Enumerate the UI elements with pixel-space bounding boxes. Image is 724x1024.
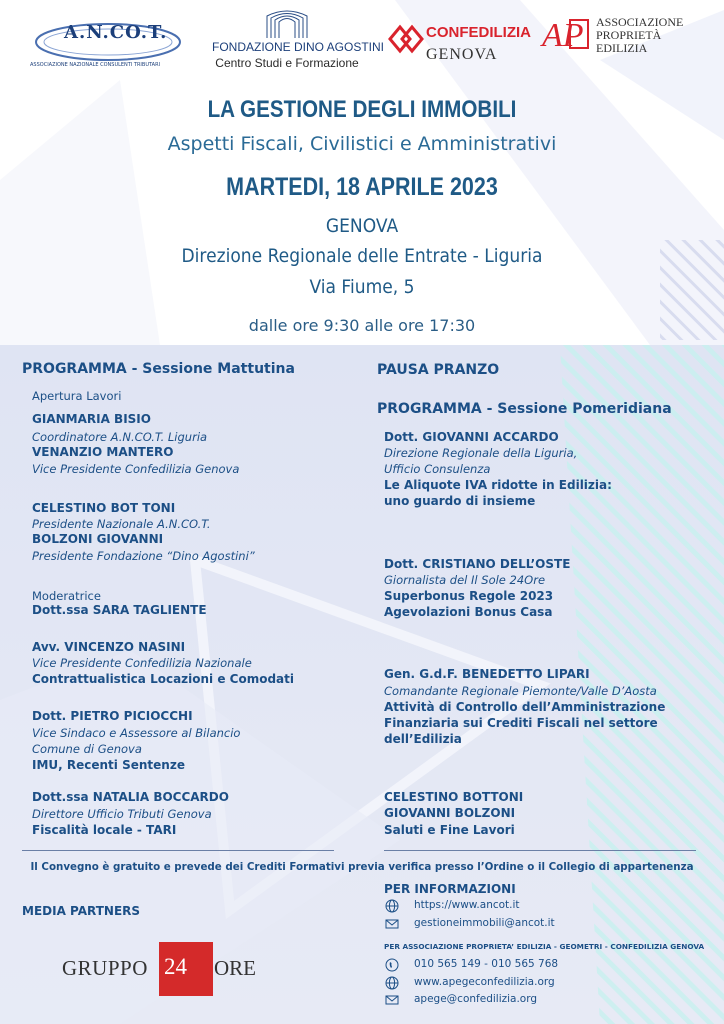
lunch-break: PAUSA PRANZO xyxy=(377,362,500,378)
speaker-name: Avv. VINCENZO NASINI xyxy=(32,640,186,654)
phone-icon xyxy=(385,958,399,972)
speaker-name: Dott. PIETRO PICIOCCHI xyxy=(32,709,193,723)
confedilizia-emblem-icon xyxy=(386,22,426,56)
event-city: GENOVA xyxy=(325,215,399,237)
talk-topic: Contrattualistica Locazioni e Comodati xyxy=(32,672,294,686)
talk-topic: Fiscalità locale - TARI xyxy=(32,823,177,837)
speaker-name: CELESTINO BOT TONI xyxy=(32,501,176,515)
event-subtitle: Aspetti Fiscali, Civilistici e Amministrativi xyxy=(167,133,557,155)
media-partners-label: MEDIA PARTNERS xyxy=(22,904,141,918)
closing-text: Saluti e Fine Lavori xyxy=(384,823,515,837)
speaker-role: Comune di Genova xyxy=(32,742,142,756)
globe-icon xyxy=(385,899,399,913)
talk-topic: uno guardo di insieme xyxy=(384,494,536,508)
ape-line3: EDILIZIA xyxy=(596,41,648,55)
association-line: PER ASSOCIAZIONE PROPRIETA’ EDILIZIA - GEOMETRI - CONFEDILIZIA GENOVA xyxy=(384,942,705,951)
confedilizia-logo xyxy=(386,14,531,69)
talk-topic: Superbonus Regole 2023 xyxy=(384,589,554,603)
event-address: Via Fiume, 5 xyxy=(309,276,415,298)
fondazione-logo xyxy=(212,8,385,73)
speaker-role: Vice Presidente Confedilizia Nazionale xyxy=(32,656,252,670)
speaker-name: Dott.ssa NATALIA BOCCARDO xyxy=(32,790,229,804)
moderator-name: Dott.ssa SARA TAGLIENTE xyxy=(32,603,207,617)
talk-topic: Agevolazioni Bonus Casa xyxy=(384,605,553,619)
talk-topic: Finanziaria sui Crediti Fiscali nel settore xyxy=(384,716,658,730)
ape-line1: ASSOCIAZIONE xyxy=(596,15,684,29)
speaker-role: Direttore Ufficio Tributi Genova xyxy=(32,807,212,821)
ancot-subtitle: ASSOCIAZIONE NAZIONALE CONSULENTI TRIBUTARI xyxy=(30,62,161,68)
envelope-icon xyxy=(385,993,399,1007)
speaker-name: Dott. CRISTIANO DELL’OSTE xyxy=(384,557,571,571)
svg-text:AP: AP xyxy=(542,17,584,54)
speaker-role: Comandante Regionale Piemonte/Valle D’Aosta xyxy=(384,684,657,698)
gruppo-number: 24 xyxy=(164,954,187,979)
event-date: MARTEDI, 18 APRILE 2023 xyxy=(226,173,498,201)
afternoon-heading: PROGRAMMA - Sessione Pomeridiana xyxy=(377,401,672,417)
moderator-label: Moderatrice xyxy=(32,589,101,603)
gruppo24ore-logo xyxy=(62,942,262,996)
speaker-role: Vice Sindaco e Assessore al Bilancio xyxy=(32,726,241,740)
ore-text: ORE xyxy=(214,956,256,980)
talk-topic: IMU, Recenti Sentenze xyxy=(32,758,185,772)
speaker-name: Dott. GIOVANNI ACCARDO xyxy=(384,430,559,444)
speaker-role: Presidente Fondazione “Dino Agostini” xyxy=(32,549,255,563)
fondazione-name: FONDAZIONE DINO AGOSTINI xyxy=(212,40,385,54)
closing-speaker-name: GIOVANNI BOLZONI xyxy=(384,806,516,820)
divider-left xyxy=(22,850,334,851)
fondazione-tagline: Centro Studi e Formazione xyxy=(215,56,359,70)
apege-website-link[interactable]: www.apegeconfedilizia.org xyxy=(414,976,555,988)
ancot-logo xyxy=(28,18,188,73)
talk-topic: Le Aliquote IVA ridotte in Edilizia: xyxy=(384,478,612,492)
speaker-role: Coordinatore A.N.CO.T. Liguria xyxy=(32,430,208,444)
opening-label: Apertura Lavori xyxy=(32,389,122,403)
speaker-name: Gen. G.d.F. BENEDETTO LIPARI xyxy=(384,667,590,681)
ancot-email-link[interactable]: gestioneimmobili@ancot.it xyxy=(414,917,555,929)
ape-emblem-icon xyxy=(540,14,592,54)
closing-speaker-name: CELESTINO BOTTONI xyxy=(384,790,524,804)
fondazione-emblem-icon xyxy=(212,8,362,40)
morning-heading: PROGRAMMA - Sessione Mattutina xyxy=(22,361,295,377)
talk-topic: Attività di Controllo dell’Amministrazione xyxy=(384,700,666,714)
ancot-website-link[interactable]: https://www.ancot.it xyxy=(414,899,520,911)
speaker-role: Presidente Nazionale A.N.CO.T. xyxy=(32,517,211,531)
event-title: LA GESTIONE DEGLI IMMOBILI xyxy=(207,96,517,123)
speaker-name: VENANZIO MANTERO xyxy=(32,445,174,459)
ape-logo xyxy=(540,14,710,64)
event-venue: Direzione Regionale delle Entrate - Liguria xyxy=(181,245,543,267)
confedilizia-city: GENOVA xyxy=(426,46,498,63)
speaker-role: Giornalista del Il Sole 24Ore xyxy=(384,573,546,587)
divider-right xyxy=(384,850,696,851)
phone-numbers: 010 565 149 - 010 565 768 xyxy=(414,958,559,970)
talk-topic: dell’Edilizia xyxy=(384,732,462,746)
speaker-role: Ufficio Consulenza xyxy=(384,462,491,476)
speaker-name: GIANMARIA BISIO xyxy=(32,412,151,426)
info-heading: PER INFORMAZIONI xyxy=(384,882,516,896)
globe-icon xyxy=(385,976,399,990)
ape-text xyxy=(596,16,683,55)
credits-note: Il Convegno è gratuito e prevede dei Crediti Formativi previa verifica presso l’Ordine o il Collegio di appartenenza xyxy=(30,861,694,873)
confedilizia-name: CONFEDILIZIA xyxy=(426,24,531,41)
speaker-name: BOLZONI GIOVANNI xyxy=(32,532,164,546)
event-hours: dalle ore 9:30 alle ore 17:30 xyxy=(248,316,476,335)
gruppo-text: GRUPPO xyxy=(62,956,148,980)
speaker-role: Vice Presidente Confedilizia Genova xyxy=(32,462,240,476)
speaker-role: Direzione Regionale della Liguria, xyxy=(384,446,578,460)
ape-line2: PROPRIETÀ xyxy=(596,28,662,42)
envelope-icon xyxy=(385,917,399,931)
ancot-name: A.N.CO.T. xyxy=(64,22,168,43)
apege-email-link[interactable]: apege@confedilizia.org xyxy=(414,993,538,1005)
